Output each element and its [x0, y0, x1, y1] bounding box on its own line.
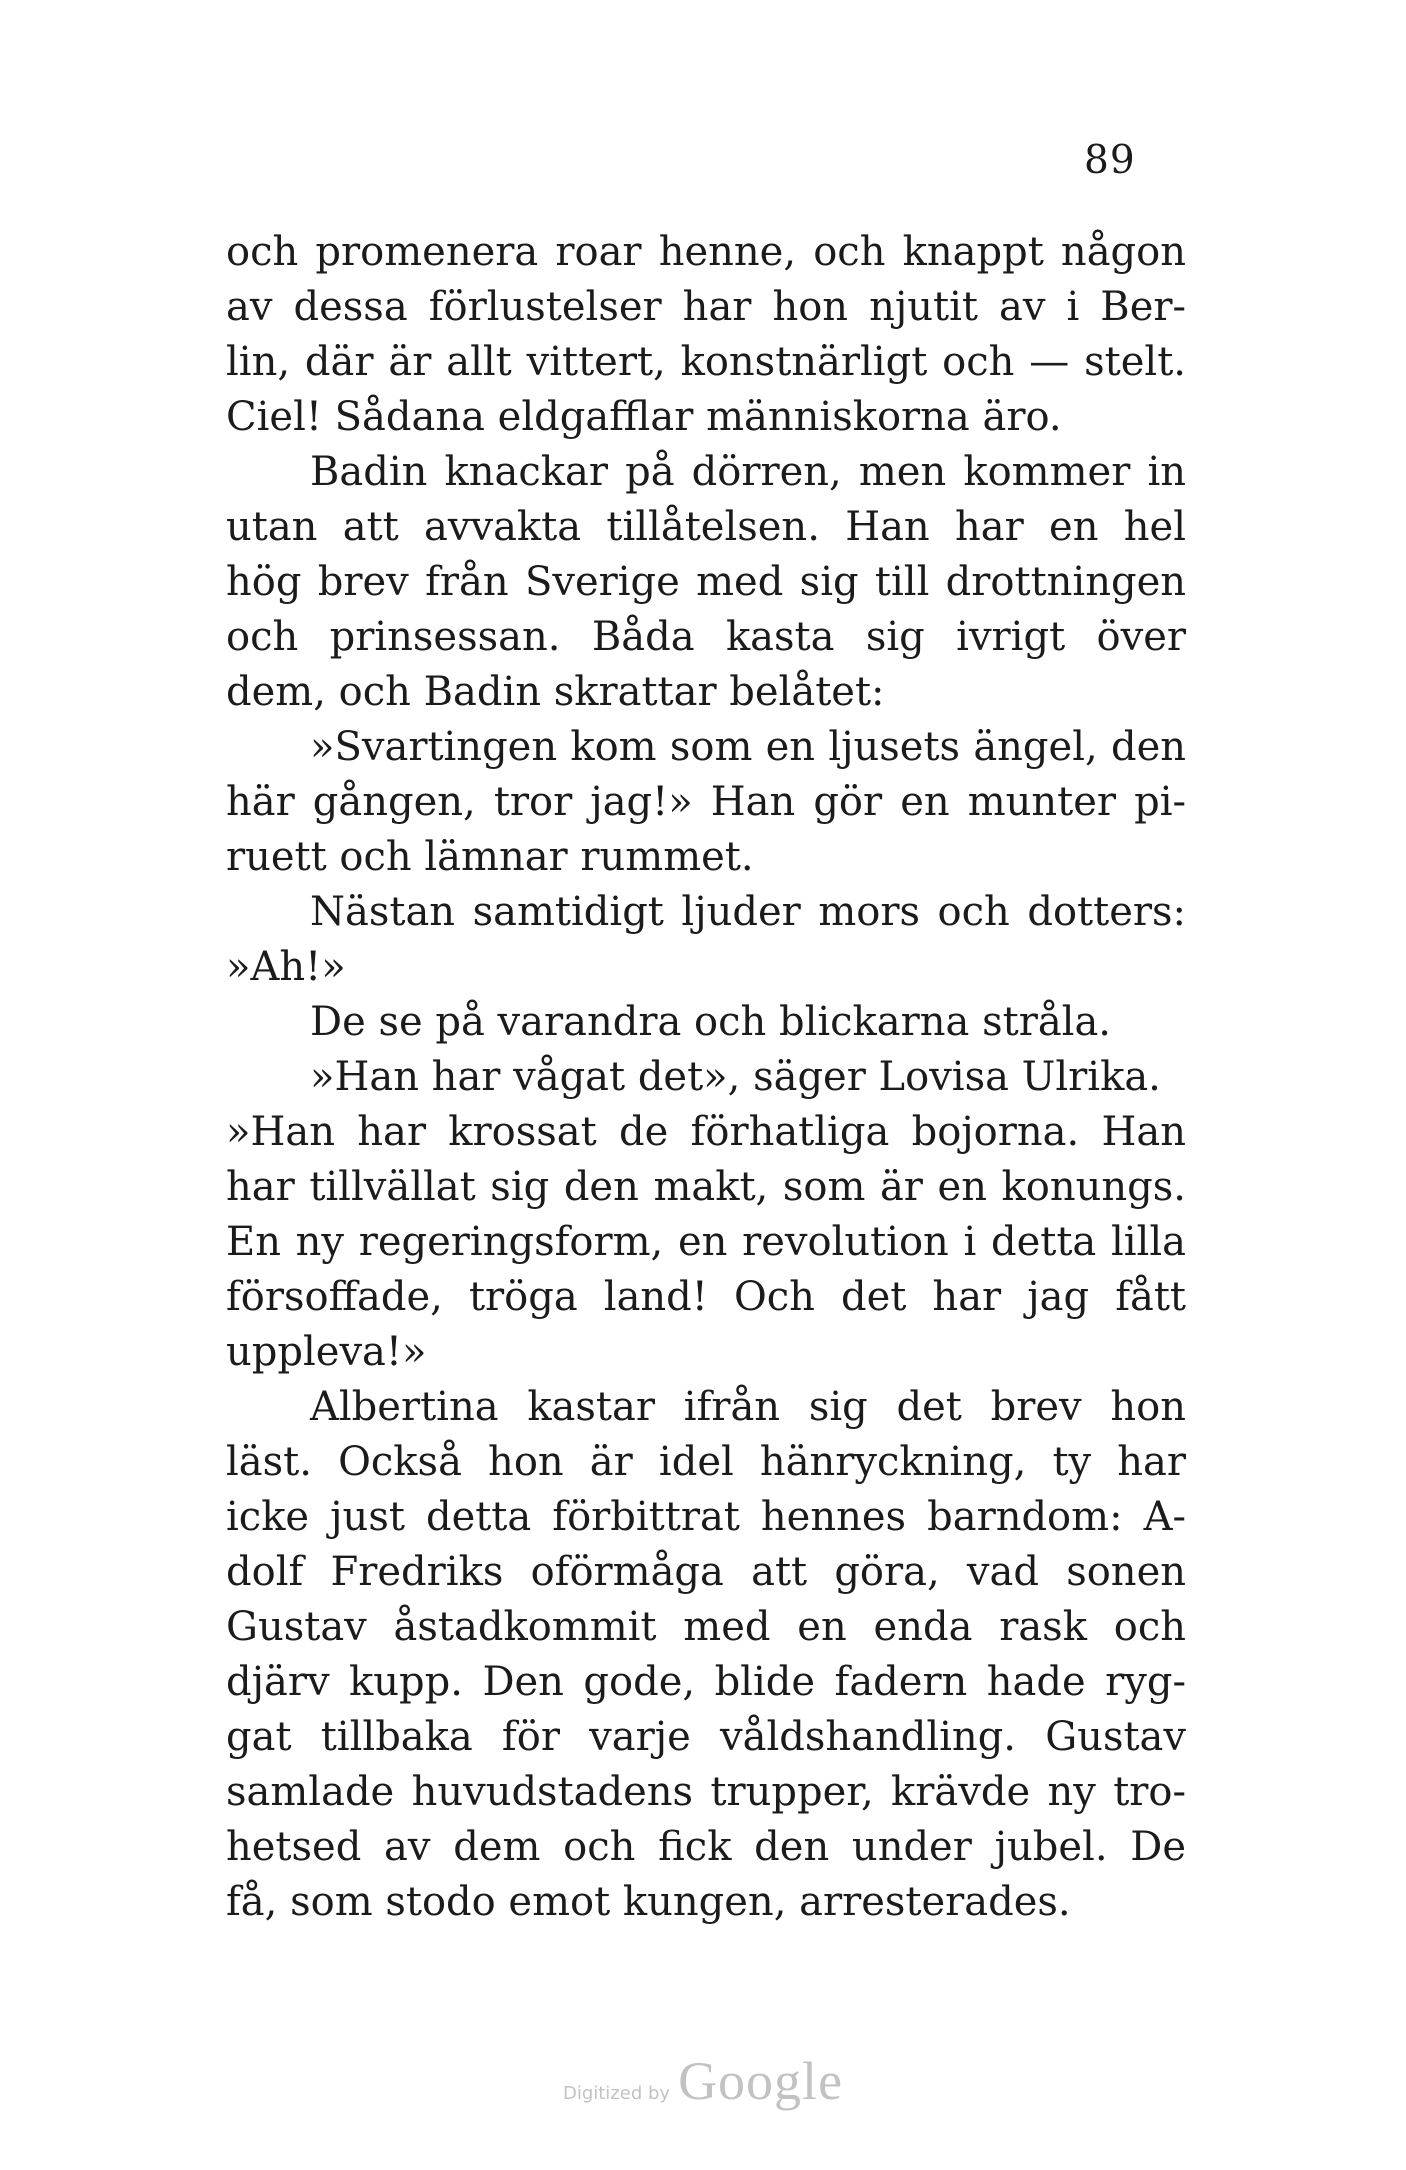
text-line: ruett och lämnar rummet. [226, 834, 754, 880]
text-line: gat tillbaka för varje våldshandling. Gustav [226, 1714, 1186, 1760]
text-line: av dessa förlustelser har hon njutit av i Ber- [226, 284, 1186, 330]
text-line: uppleva!» [226, 1329, 427, 1375]
text-line: En ny regeringsform, en revolution i detta lilla [226, 1219, 1186, 1265]
text-line: utan att avvakta tillåtelsen. Han har en hel [226, 504, 1186, 550]
google-watermark [0, 2050, 1406, 2112]
text-line: »Han har krossat de förhatliga bojorna. Han [226, 1109, 1186, 1155]
text-line: få, som stodo emot kungen, arresterades. [226, 1879, 1071, 1925]
text-line: och promenera roar henne, och knappt någon [226, 229, 1186, 275]
text-line: och prinsessan. Båda kasta sig ivrigt över [226, 614, 1186, 660]
text-line: Gustav åstadkommit med en enda rask och [226, 1604, 1186, 1650]
page-number: 89 [1084, 138, 1136, 183]
text-line: dem, och Badin skrattar belåtet: [226, 669, 885, 715]
text-line: samlade huvudstadens trupper, krävde ny tro- [226, 1769, 1186, 1815]
google-logo: Google [678, 2051, 844, 2111]
body-text [226, 225, 1186, 1930]
text-line: Albertina kastar ifrån sig det brev hon [310, 1384, 1186, 1430]
text-line: icke just detta förbittrat hennes barndom: A- [226, 1494, 1186, 1540]
text-line: läst. Också hon är idel hänryckning, ty har [226, 1439, 1186, 1485]
text-line: här gången, tror jag!» Han gör en munter pi- [226, 779, 1186, 825]
text-line: dolf Fredriks oförmåga att göra, vad sonen [226, 1549, 1186, 1595]
text-line: djärv kupp. Den gode, blide fadern hade ryg- [226, 1659, 1186, 1705]
text-line: Nästan samtidigt ljuder mors och dotters: [310, 889, 1186, 935]
text-line: Badin knackar på dörren, men kommer in [310, 449, 1186, 495]
text-line: Ciel! Sådana eldgafflar människorna äro. [226, 394, 1062, 440]
text-line: »Svartingen kom som en ljusets ängel, den [310, 724, 1186, 770]
text-line: »Han har vågat det», säger Lovisa Ulrika. [310, 1054, 1161, 1100]
text-line: De se på varandra och blickarna stråla. [310, 999, 1112, 1045]
text-line: lin, där är allt vittert, konstnärligt och — stelt. [226, 339, 1186, 385]
text-line: hög brev från Sverige med sig till drottningen [226, 559, 1186, 605]
text-line: försoffade, tröga land! Och det har jag fått [226, 1274, 1186, 1320]
watermark-prefix: Digitized by [562, 2083, 671, 2104]
text-line: hetsed av dem och fick den under jubel. De [226, 1824, 1186, 1870]
text-line: har tillvällat sig den makt, som är en konungs. [226, 1164, 1186, 1210]
text-line: »Ah!» [226, 944, 346, 990]
